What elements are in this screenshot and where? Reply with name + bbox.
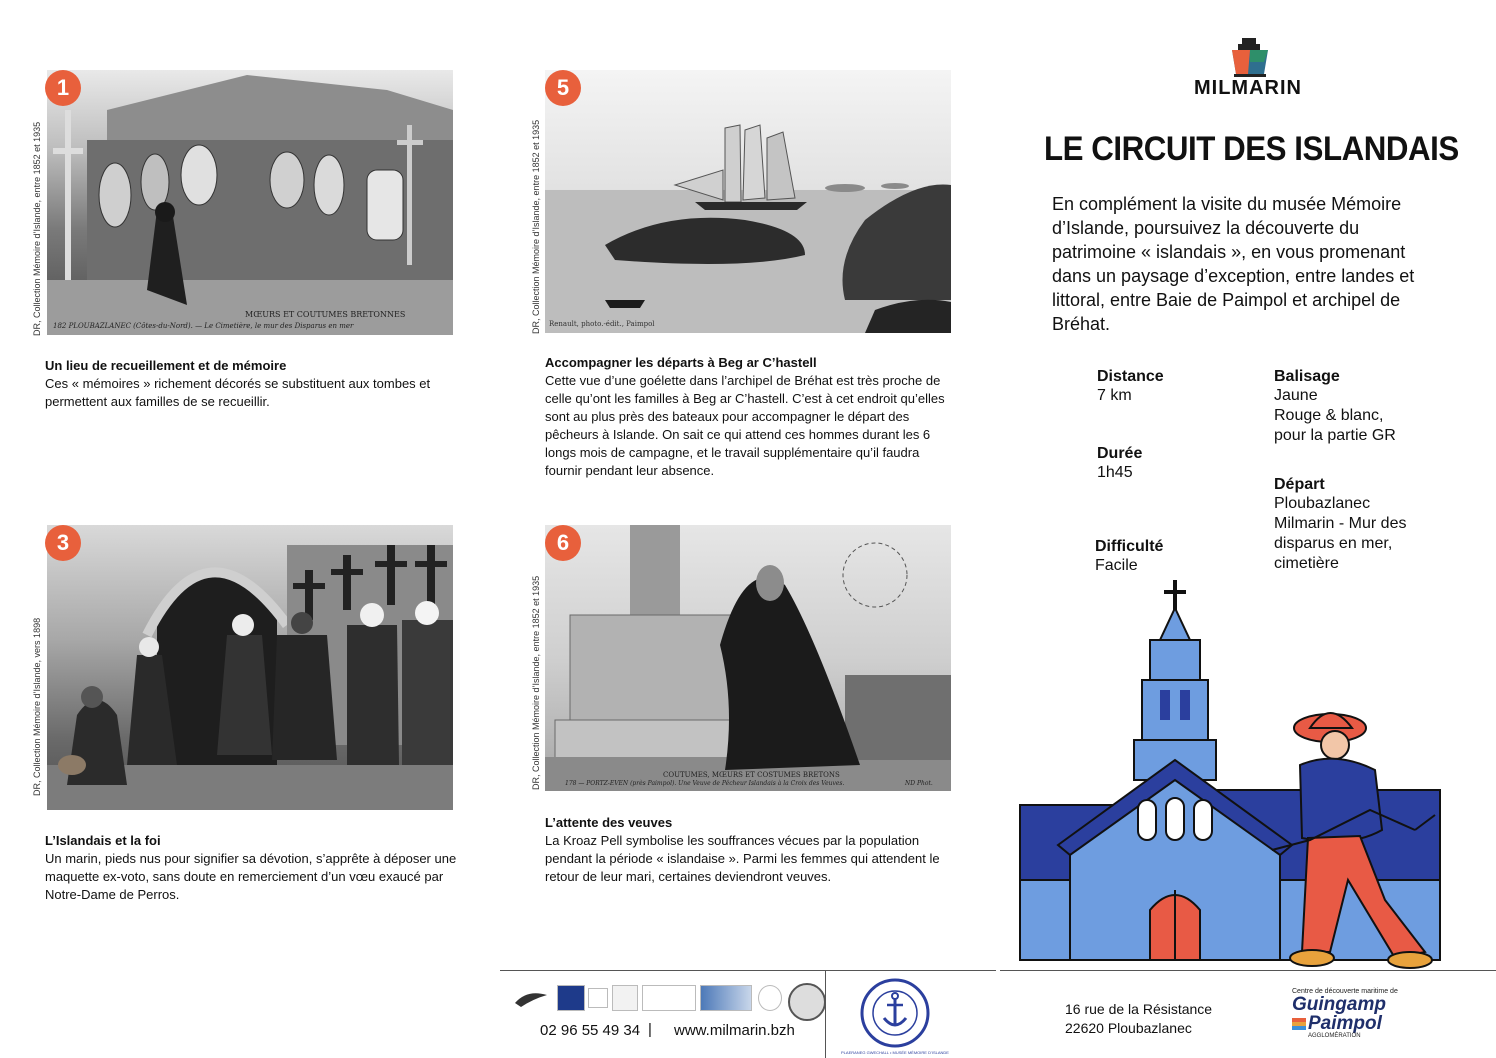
photo-printed-caption-6: 178 — PORTZ-EVEN (près Paimpol). Une Veuve de Pêcheur Islandais à la Croix des Veuves. xyxy=(565,780,845,787)
photo-credit-1: DR, Collection Mémoire d’Islande, entre 1852 et 1935 xyxy=(32,121,42,336)
partner-logo-departement-icon xyxy=(612,985,638,1011)
stop-number-5: 5 xyxy=(545,70,581,106)
footer-vertical-divider xyxy=(825,970,826,1058)
photo-printed-title-6: COUTUMES, MŒURS ET COSTUMES BRETONS xyxy=(663,771,840,779)
footer-divider-right xyxy=(1000,970,1496,971)
stop-6-text: La Kroaz Pell symbolise les souffrances vécues par la population pendant la période « islandaise ». Parmi les femmes qui attendent le retour de leur mari, certaines deviendront veuves. xyxy=(545,833,940,884)
stop-3-title: L’Islandais et la foi xyxy=(45,833,161,848)
duree-block: Durée 1h45 xyxy=(1097,445,1143,481)
chapel-sailor-illustration xyxy=(1010,580,1450,975)
photo-credit-5: DR, Collection Mémoire d’Islande, entre 1852 et 1935 xyxy=(531,119,541,334)
partner-logo-eu-icon xyxy=(557,985,585,1011)
stop-1-title: Un lieu de recueillement et de mémoire xyxy=(45,358,287,373)
balisage-block: Balisage Jaune Rouge & blanc, pour la partie GR xyxy=(1274,368,1396,444)
intro-text: En complément la visite du musée Mémoire d’Islande, poursuivez la découverte du patrimoine « islandais », en vous promenant dans un paysage d’exception, entre landes et littoral, entre Baie de Paimpol et archipel de Bréhat. xyxy=(1052,194,1415,334)
photo-printed-title-1: MŒURS ET COUTUMES BRETONNES xyxy=(245,310,406,319)
partner-logo-pays-guingamp-icon xyxy=(700,985,752,1011)
phone-number[interactable]: 02 96 55 49 34 xyxy=(540,1022,641,1039)
distance-block: Distance 7 km xyxy=(1097,368,1164,404)
footer-separator: | xyxy=(648,1021,652,1038)
photo-church-crowd xyxy=(47,525,453,810)
depart-block: Départ Ploubazlanec Milmarin - Mur des disparus en mer, cimetière xyxy=(1274,476,1407,572)
difficulte-block: Difficulté Facile xyxy=(1095,538,1164,574)
photo-schooner xyxy=(545,70,951,333)
partner-logo-region-icon xyxy=(588,988,608,1008)
footer-divider-left xyxy=(500,970,996,971)
stop-number-6: 6 xyxy=(545,525,581,561)
photo-cemetery xyxy=(47,70,453,335)
milmarin-logo-icon xyxy=(1228,38,1272,78)
photo-credit-3: DR, Collection Mémoire d’Islande, vers 1898 xyxy=(32,617,42,796)
address: 16 rue de la Résistance 22620 Ploubazlanec xyxy=(1065,1001,1213,1036)
museum-seal-icon xyxy=(860,978,930,1048)
stop-3-text: Un marin, pieds nus pour signifier sa dévotion, s’apprête à déposer une maquette ex-voto, sans doute en remerciement d’un vœu exaucé par Notre-Dame de Perros. xyxy=(45,851,457,902)
agglo-stripes-icon xyxy=(1292,1018,1306,1030)
stop-5-title: Accompagner les départs à Beg ar C’hastell xyxy=(545,355,817,370)
museum-seal-text: PLAERANEG GWECHALL • MUSÉE MÉMOIRE D’ISLANDE xyxy=(841,1050,949,1055)
partner-logo-seal-icon xyxy=(788,983,826,1021)
website-link[interactable]: www.milmarin.bzh xyxy=(674,1022,795,1039)
brand-name: MILMARIN xyxy=(1194,77,1302,99)
partner-logo-pays-art-histoire-icon xyxy=(758,985,782,1011)
page-title: LE CIRCUIT DES ISLANDAIS xyxy=(1044,130,1459,168)
stop-5-text: Cette vue d’une goélette dans l’archipel de Bréhat est très proche de celle qu’ont les familles à Beg ar C’hastell. C’est à cet endroit qu’elles sont au plus près des bateaux pour accompagner le départ des pêcheurs à Islande. On sait ce qui attend ces hommes durant les 6 longs mois de campagne, et le travail supplémentaire qu’il faudra fournir pendant leur absence. xyxy=(545,373,945,478)
partner-logo-ploubazlanec-icon xyxy=(513,985,549,1009)
stop-number-3: 3 xyxy=(45,525,81,561)
partner-logo-cotes-armor-icon xyxy=(642,985,696,1011)
photo-credit-6: DR, Collection Mémoire d’Islande, entre 1852 et 1935 xyxy=(531,575,541,790)
photo-printed-caption-5: Renault, photo.-édit., Paimpol xyxy=(549,320,655,328)
photo-printed-credit-6: ND Phot. xyxy=(905,780,933,787)
photo-printed-caption-1: 182 PLOUBAZLANEC (Côtes-du-Nord). — Le Cimetière, le mur des Disparus en mer xyxy=(53,322,354,330)
stop-1-text: Ces « mémoires » richement décorés se substituent aux tombes et permettent aux familles de se recueillir. xyxy=(45,376,431,409)
photo-widow-cross xyxy=(545,525,951,791)
stop-number-1: 1 xyxy=(45,70,81,106)
agglo-logo: Centre de découverte maritime de Guingamp Paimpol AGGLOMÉRATION xyxy=(1292,988,1398,1039)
stop-6-title: L’attente des veuves xyxy=(545,815,673,830)
